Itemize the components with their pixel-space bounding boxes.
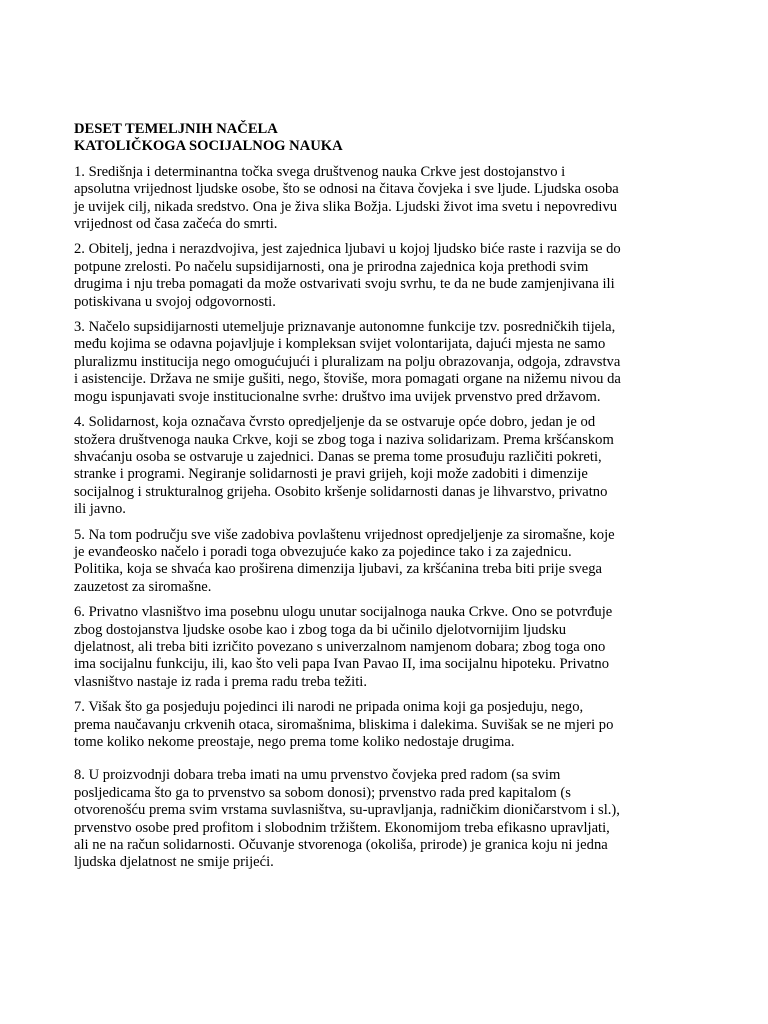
document-title: [74, 121, 622, 156]
paragraph-5: 5. Na tom području sve više zadobiva povlaštenu vrijednost opredjeljenje za siromašne, koje je evanđeosko načelo i poradi toga obvezujuće kako za pojedince tako i za zajednicu. Politika, koja se shvaća kao proširena dimenzija ljubavi, za kršćanina treba biti prije svega zauzetost za siromašne.: [74, 526, 615, 595]
title-line-1: DESET TEMELJNIH NAČELA: [74, 121, 278, 137]
paragraph-8: 8. U proizvodnji dobara treba imati na umu prvenstvo čovjeka pred radom (sa svim posljedicama što ga to prvenstvo sa sobom donosi); prvenstvo rada pred kapitalom (s otvorenošću prema svim vrstama suvlasništva, su-upravljanja, radničkim dioničarstvom i sl.), prvenstvo osobe pred profitom i slobodnim tržištem. Ekonomijom treba efikasno upravljati, ali ne na račun solidarnosti. Očuvanje stvorenoga (okoliša, prirode) je granica koju ni jedna ljudska djelatnost ne smije prijeći.: [74, 767, 620, 871]
paragraph-2: 2. Obitelj, jedna i nerazdvojiva, jest zajednica ljubavi u kojoj ljudsko biće raste i razvija se do potpune zrelosti. Po načelu supsidijarnosti, ona je prirodna zajednica koja prethodi svim drugima i nju treba pomagati da može ostvarivati svoju svrhu, te da ne bude zamjenjivana ili potiskivana u svojoj odgovornosti.: [74, 241, 621, 310]
paragraph-7: 7. Višak što ga posjeduju pojedinci ili narodi ne pripada onima koji ga posjeduju, nego, prema naučavanju crkvenih otaca, siromašnima, bliskima i dalekima. Suvišak se ne mjeri po tome koliko nekome preostaje, nego prema tome koliko nedostaje drugima.: [74, 699, 614, 750]
paragraph-1: 1. Središnja i determinantna točka svega društvenog nauka Crkve jest dostojanstvo i apsolutna vrijednost ljudske osobe, što se odnosi na čitava čovjeka i sve ljude. Ljudska osoba je uvijek cilj, nikada sredstvo. Ona je živa slika Božja. Ljudski život ima svetu i nepovredivu vrijednost od časa začeća do smrti.: [74, 163, 619, 233]
title-line-2: KATOLIČKOGA SOCIJALNOG NAUKA: [74, 138, 343, 155]
paragraph-3: 3. Načelo supsidijarnosti utemeljuje priznavanje autonomne funkcije tzv. posredničkih tijela, među kojima se odavna pojavljuje i kompleksan svijet volontarijata, dajući mjesta ne samo pluralizmu institucija nego omogućujući i pluralizam na polju obrazovanja, odgoja, zdravstva i asistencije. Država ne smije gušiti, nego, štoviše, mora pomagati organe na nižemu nivou da mogu ispunjavati svoje institucionalne svrhe: društvo ima uvijek prvenstvo pred državom.: [74, 319, 621, 405]
paragraph-4: 4. Solidarnost, koja označava čvrsto opredjeljenje da se ostvaruje opće dobro, jedan je od stožera društvenoga nauka Crkve, koji se zbog toga i naziva solidarizam. Prema kršćanskom shvaćanju osoba se ostvaruje u zajednici. Danas se prema tome prosuđuju različiti pokreti, stranke i programi. Negiranje solidarnosti je pravi grijeh, koji može zadobiti i dimenzije socijalnog i strukturalnog grijeha. Osobito kršenje solidarnosti danas je lihvarstvo, privatno ili javno.: [74, 414, 614, 518]
document-body: [74, 121, 622, 880]
paragraph-6: 6. Privatno vlasništvo ima posebnu ulogu unutar socijalnoga nauka Crkve. Ono se potvrđuje zbog dostojanstva ljudske osobe kao i zbog toga da bi učinilo djelotvornijim ljudsku djelatnost, ali treba biti izričito povezano s univerzalnom namjenom dobara; zbog toga ono ima socijalnu funkciju, ili, kao što veli papa Ivan Pavao II, ima socijalnu hipoteku. Privatno vlasništvo nastaje iz rada i prema radu treba težiti.: [74, 604, 613, 690]
